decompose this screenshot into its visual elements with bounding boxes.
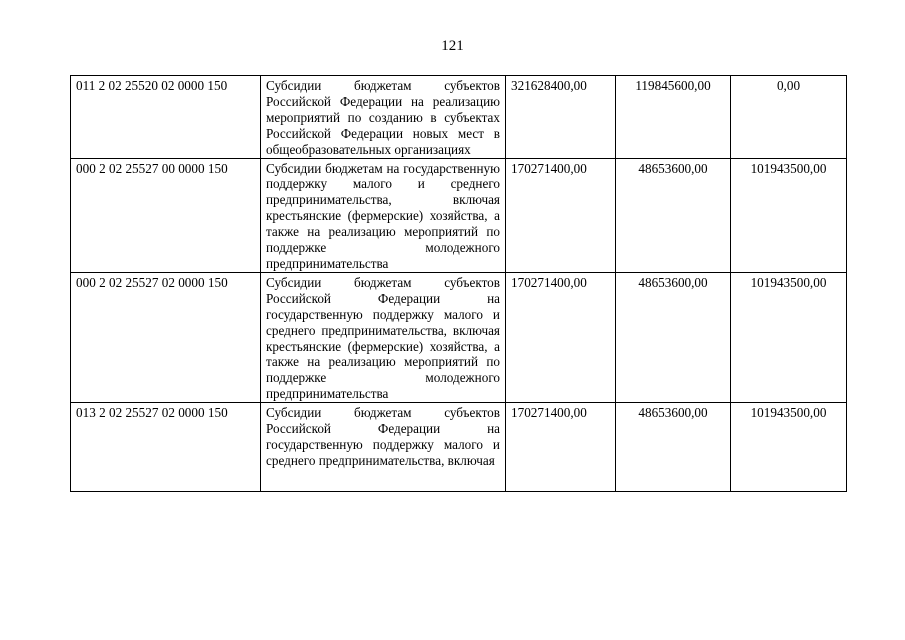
amount-cell-1: 321628400,00 — [506, 76, 616, 159]
budget-code-cell: 000 2 02 25527 00 0000 150 — [71, 158, 261, 272]
amount-cell-1: 170271400,00 — [506, 403, 616, 492]
amount-cell-2: 48653600,00 — [616, 403, 731, 492]
amount-cell-3: 101943500,00 — [731, 272, 847, 402]
budget-code-cell: 013 2 02 25527 02 0000 150 — [71, 403, 261, 492]
description-cell: Субсидии бюджетам на государственную поддержку малого и среднего предпринимательства, включая крестьянские (фермерские) хозяйства, а также на реализацию мероприятий по поддержке молодежного предпринимательства — [261, 158, 506, 272]
description-cell: Субсидии бюджетам субъектов Российской Федерации на реализацию мероприятий по созданию в субъектах Российской Федерации новых мест в общеобразовательных организациях — [261, 76, 506, 159]
budget-code-cell: 000 2 02 25527 02 0000 150 — [71, 272, 261, 402]
budget-code-cell: 011 2 02 25520 02 0000 150 — [71, 76, 261, 159]
table-row — [71, 76, 847, 159]
table-row — [71, 403, 847, 492]
amount-cell-1: 170271400,00 — [506, 272, 616, 402]
amount-cell-3: 101943500,00 — [731, 158, 847, 272]
budget-table — [70, 75, 847, 492]
amount-cell-1: 170271400,00 — [506, 158, 616, 272]
amount-cell-3: 0,00 — [731, 76, 847, 159]
table-row — [71, 158, 847, 272]
amount-cell-2: 119845600,00 — [616, 76, 731, 159]
description-cell: Субсидии бюджетам субъектов Российской Федерации на государственную поддержку малого и среднего предпринимательства, включая — [261, 403, 506, 492]
amount-cell-2: 48653600,00 — [616, 272, 731, 402]
description-cell: Субсидии бюджетам субъектов Российской Федерации на государственную поддержку малого и среднего предпринимательства, включая крестьянские (фермерские) хозяйства, а также на реализацию мероприятий по поддержке молодежного предпринимательства — [261, 272, 506, 402]
amount-cell-2: 48653600,00 — [616, 158, 731, 272]
page-number: 121 — [441, 38, 464, 54]
amount-cell-3: 101943500,00 — [731, 403, 847, 492]
table-row — [71, 272, 847, 402]
